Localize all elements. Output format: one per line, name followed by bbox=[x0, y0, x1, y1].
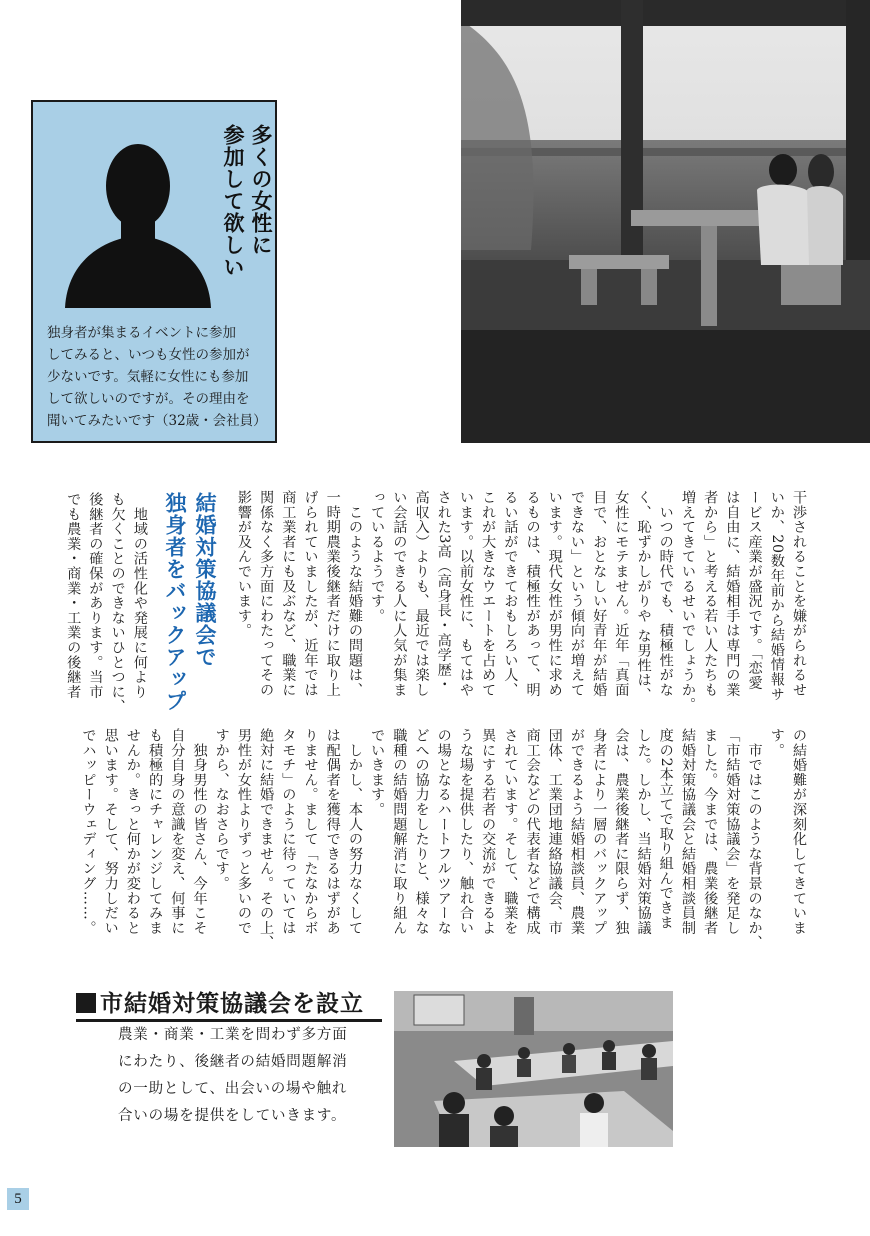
text-line: 商工会などの代表者などで構成 bbox=[524, 728, 541, 936]
person-silhouette-icon bbox=[63, 138, 213, 308]
text-line: も欠くことのできないひとつに、 bbox=[109, 492, 126, 714]
text-line: く、恥ずかしがりや な男性は、 bbox=[635, 490, 652, 703]
body-column-upper-left bbox=[233, 490, 810, 715]
callout-title bbox=[219, 124, 275, 278]
text-line: 「市結婚対策協議会」を発足し bbox=[724, 728, 741, 936]
text-line: ービス産業が盛況です。「恋愛 bbox=[746, 490, 763, 691]
text-line: 高収入）よりも、最近では楽し bbox=[413, 490, 430, 698]
text-line: うな場を提供したり、触れ合い bbox=[457, 728, 474, 936]
body-column-left-tail bbox=[62, 492, 151, 717]
text-line: これが大きなウエートを占めて bbox=[480, 490, 497, 698]
section-line: の一助として、出会いの場や触れ bbox=[118, 1081, 348, 1097]
text-line: 女性にモテません。近年「真面 bbox=[613, 490, 630, 698]
text-line: 市ではこのような背景のなか、 bbox=[746, 728, 763, 950]
callout-line: してみると、いつも女性の参加が bbox=[47, 347, 250, 363]
page-number: 5 bbox=[7, 1188, 29, 1210]
text-line: りません。まして「たなからボ bbox=[302, 728, 319, 936]
text-line: は自由に、結婚相手は専門の業 bbox=[724, 490, 741, 698]
text-line: 商工業者にも及ぶなど、職業に bbox=[280, 490, 297, 698]
text-line: 度の2本立てで取り組んできま bbox=[657, 728, 674, 931]
text-line: いつの時代でも、積極性がな bbox=[657, 490, 674, 698]
text-line: されています。そして、職業を bbox=[502, 728, 519, 936]
text-line: された3高（高身長・高学歴・ bbox=[435, 490, 452, 693]
text-line: でも農業・商業・工業の後継者 bbox=[65, 492, 82, 700]
callout-body bbox=[47, 322, 267, 432]
text-line: るものは、積極性があって、明 bbox=[524, 490, 541, 698]
text-line: 後継者の確保があります。当市 bbox=[87, 492, 104, 700]
text-line: せんか。きっと何かが変わると bbox=[124, 728, 141, 936]
text-line: 思います。そして、努力しだい bbox=[102, 728, 119, 936]
text-line: 者から」と考える若い人たちも bbox=[702, 490, 719, 698]
text-line: タモチ」のように待っていては bbox=[280, 728, 297, 936]
text-line: 干渉されることを嫌がられるせ bbox=[791, 490, 807, 698]
text-line: 地域の活性化や発展に何より bbox=[131, 492, 148, 700]
heading-line: 結婚対策協議会で bbox=[193, 492, 217, 668]
text-line: しかし、本人の努力なくして bbox=[346, 728, 363, 936]
text-line: 職種の結婚問題解消に取り組ん bbox=[391, 728, 408, 936]
text-line: い会話のできる人に人気が集ま bbox=[391, 490, 408, 698]
text-line: は配偶者を獲得できるはずがあ bbox=[324, 728, 341, 936]
text-line: 関係なく多方面にわたってその bbox=[258, 490, 275, 698]
text-line: 一時期農業後継者だけに取り上 bbox=[324, 490, 341, 698]
text-line: います。以前女性に、もてはや bbox=[457, 490, 474, 698]
text-line: の場となるハートフルツアーな bbox=[435, 728, 452, 936]
text-line: も積極的にチャレンジしてみま bbox=[147, 728, 164, 936]
callout-line: 少ないです。気軽に女性にも参加 bbox=[47, 369, 249, 385]
text-line: ました。今までは、農業後継者 bbox=[702, 728, 719, 936]
callout-title-line: 参加して欲しい bbox=[221, 124, 245, 278]
text-line: した。しかし、当結婚対策協議 bbox=[635, 728, 652, 936]
section-line: 合いの場を提供をしていきます。 bbox=[118, 1108, 347, 1124]
text-line: 自分自身の意識を変え、何事に bbox=[169, 728, 186, 936]
text-line: っているようです。 bbox=[369, 490, 386, 624]
text-line: の結婚難が深刻化してきていま bbox=[791, 728, 807, 936]
text-line: どへの協力をしたりと、様々な bbox=[413, 728, 430, 936]
text-line: げられていましたが、近年では bbox=[302, 490, 319, 698]
section-title bbox=[76, 985, 364, 1018]
text-line: るい話ができておもしろい人、 bbox=[502, 490, 519, 698]
callout-line: 独身者が集まるイベントに参加 bbox=[47, 325, 236, 341]
text-line: いか、20数年前から結婚情報サ bbox=[768, 490, 785, 702]
text-line: 独身男性の皆さん、今年こそ bbox=[191, 728, 208, 936]
text-line: 会は、農業後継者に限らず、独 bbox=[613, 728, 630, 936]
question-callout bbox=[31, 100, 277, 443]
text-line: ができるよう結婚相談員、農業 bbox=[568, 728, 585, 936]
heading-line: 独身者をバックアップ bbox=[163, 492, 187, 712]
meeting-room-photo bbox=[394, 991, 673, 1147]
callout-title-line: 多くの女性に bbox=[249, 124, 273, 256]
callout-line: して欲しいのですが。その理由を bbox=[47, 391, 250, 407]
text-line: す。 bbox=[768, 728, 785, 758]
gazebo-couple-photo bbox=[461, 0, 870, 443]
text-line: 団体、工業団地連絡協議会、市 bbox=[546, 728, 563, 936]
text-line: でいきます。 bbox=[369, 728, 386, 817]
text-line: すから、なおさらです。 bbox=[213, 728, 230, 891]
text-line: 身者により一層のバックアップ bbox=[591, 728, 608, 936]
text-line: できない」という傾向が増えて bbox=[568, 490, 585, 698]
section-body bbox=[118, 1022, 348, 1130]
section-line: 農業・商業・工業を問わず多方面 bbox=[118, 1027, 348, 1043]
body-column-lower bbox=[77, 728, 810, 953]
text-line: 男性が女性よりずっと多いので bbox=[235, 728, 252, 936]
callout-line: 聞いてみたいです（32歳・会社員） bbox=[47, 413, 267, 429]
text-line: 結婚対策協議会と結婚相談員制 bbox=[679, 728, 696, 936]
section-title-text: 市結婚対策協議会を設立 bbox=[100, 991, 364, 1017]
square-bullet-icon bbox=[76, 993, 96, 1013]
text-line: います。現代女性が男性に求め bbox=[546, 490, 563, 698]
section-heading-vertical bbox=[160, 492, 220, 712]
text-line: このような結婚難の問題は、 bbox=[346, 490, 363, 698]
text-line: 増えてきているせいでしょうか。 bbox=[679, 490, 696, 712]
text-line: 影響が及んでいます。 bbox=[235, 490, 252, 638]
section-line: にわたり、後継者の結婚問題解消 bbox=[118, 1054, 348, 1070]
text-line: でハッピーウェディング……。 bbox=[80, 728, 97, 936]
text-line: 絶対に結婚できません。その上、 bbox=[258, 728, 275, 950]
text-line: 目で、おとなしい好青年が結婚 bbox=[591, 490, 608, 698]
text-line: 異にする若者の交流ができるよ bbox=[480, 728, 497, 936]
